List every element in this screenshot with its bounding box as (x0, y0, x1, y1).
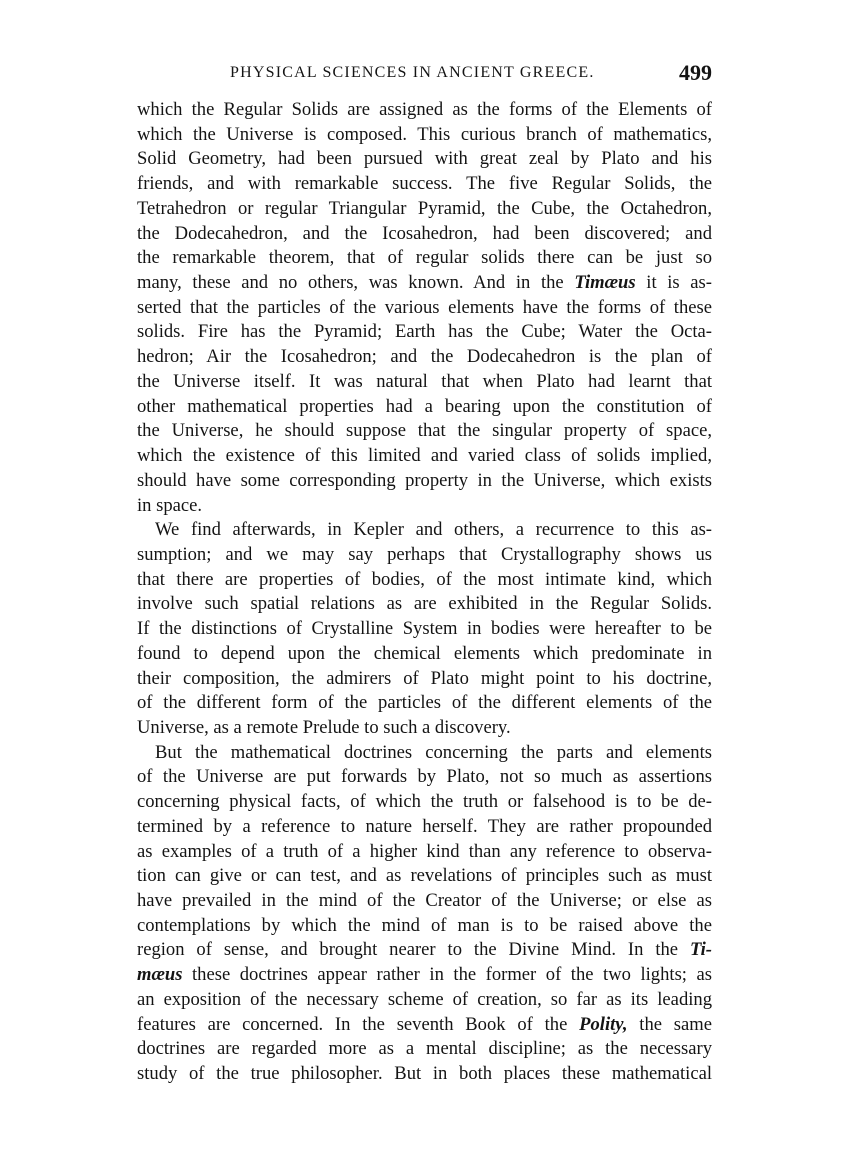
text-line (137, 370, 712, 395)
text-segment: their composition, the admirers of Plato might point to his doctrine, (137, 667, 712, 689)
text-segment: doctrines are regarded more as a mental discipline; as the necessary (137, 1038, 712, 1060)
text-segment: We find afterwards, in Kepler and others, a recurrence to this as- (155, 519, 712, 541)
page-number: 499 (679, 60, 712, 85)
text-segment: many, these and no others, was known. And in the (137, 272, 575, 294)
text-segment: it is as- (635, 272, 712, 294)
text-segment: involve such spatial relations as are exhibited in the Regular Solids. (137, 593, 712, 615)
text-line (137, 741, 712, 766)
text-segment: in space. (137, 494, 203, 516)
text-segment: as examples of a truth of a higher kind than any reference to observa- (137, 840, 712, 862)
text-line (137, 889, 712, 914)
text-line (137, 98, 712, 123)
text-segment: Universe, as a remote Prelude to such a discovery. (137, 716, 511, 738)
text-line (137, 518, 712, 543)
text-segment: of the Universe are put forwards by Plato, not so much as assertions (137, 766, 712, 788)
text-segment: have prevailed in the mind of the Creator of the Universe; or else as (137, 890, 712, 911)
text-line (137, 543, 712, 568)
text-segment: the Dodecahedron, and the Icosahedron, had been discovered; and (137, 222, 712, 244)
text-segment: concerning physical facts, of which the truth or falsehood is to be de- (137, 791, 712, 813)
text-line (137, 1037, 712, 1062)
text-segment: solids. Fire has the Pyramid; Earth has the Cube; Water the Octa- (137, 321, 712, 343)
text-line (137, 494, 712, 519)
text-line (137, 296, 712, 321)
text-line (137, 716, 712, 741)
text-segment: If the distinctions of Crystalline System in bodies were hereafter to be (137, 618, 712, 640)
running-title: PHYSICAL SCIENCES IN ANCIENT GREECE. (230, 64, 595, 81)
text-line (137, 988, 712, 1013)
text-line (137, 667, 712, 692)
text-line (137, 790, 712, 815)
text-segment: termined by a reference to nature herself. They are rather propounded (137, 815, 712, 837)
text-segment: these doctrines appear rather in the former of the two lights; as (182, 964, 712, 986)
text-line (137, 469, 712, 494)
text-segment: the Universe, he should suppose that the singular property of space, (137, 420, 712, 442)
text-segment: But the mathematical doctrines concerning the parts and elements (155, 741, 712, 763)
text-line (137, 246, 712, 271)
text-segment: hedron; Air the Icosahedron; and the Dodecahedron is the plan of (137, 346, 712, 368)
text-line (137, 765, 712, 790)
text-line (137, 172, 712, 197)
text-line (137, 444, 712, 469)
text-line (137, 1013, 712, 1038)
running-header (137, 60, 712, 90)
text-line (137, 963, 712, 988)
text-segment: the remarkable theorem, that of regular solids there can be just so (137, 247, 712, 269)
text-line (137, 938, 712, 963)
text-line (137, 1062, 712, 1087)
body-text (137, 98, 712, 1087)
text-segment: tion can give or can test, and as revelations of principles such as must (137, 865, 712, 887)
text-segment: contemplations by which the mind of man is to be raised above the (137, 914, 712, 936)
italic-title: mæus (137, 964, 183, 986)
text-segment: other mathematical properties had a bearing upon the constitution of (137, 395, 712, 417)
text-segment: region of sense, and brought nearer to the Divine Mind. In the (137, 939, 690, 961)
text-line (137, 419, 712, 444)
text-segment: of the different form of the particles of the different elements of the (137, 692, 712, 714)
text-segment: Tetrahedron or regular Triangular Pyramid, the Cube, the Octahedron, (137, 197, 712, 219)
text-line (137, 147, 712, 172)
text-line (137, 222, 712, 247)
text-segment: found to depend upon the chemical elements which predominate in (137, 642, 712, 664)
text-line (137, 592, 712, 617)
text-line (137, 271, 712, 296)
text-segment: sumption; and we may say perhaps that Crystallography shows us (137, 543, 712, 565)
italic-title: Ti- (689, 939, 712, 961)
text-line (137, 840, 712, 865)
text-segment: should have some corresponding property in the Universe, which exists (137, 469, 712, 491)
text-line (137, 914, 712, 939)
italic-title: Polity, (579, 1013, 628, 1035)
text-line (137, 642, 712, 667)
text-segment: serted that the particles of the various elements have the forms of these (137, 296, 712, 318)
text-line (137, 691, 712, 716)
text-segment: the same (627, 1013, 713, 1035)
text-segment: an exposition of the necessary scheme of creation, so far as its leading (137, 988, 712, 1010)
text-line (137, 123, 712, 148)
text-segment: that there are properties of bodies, of the most intimate kind, which (137, 568, 712, 590)
text-line (137, 197, 712, 222)
text-line (137, 568, 712, 593)
text-segment: which the existence of this limited and varied class of solids implied, (137, 445, 712, 467)
text-line (137, 617, 712, 642)
italic-title: Timæus (574, 272, 636, 294)
text-segment: which the Universe is composed. This curious branch of mathematics, (137, 123, 712, 145)
text-line (137, 345, 712, 370)
text-segment: which the Regular Solids are assigned as the forms of the Elements of (137, 99, 712, 120)
text-segment: features are concerned. In the seventh Book of the (137, 1013, 580, 1035)
text-segment: the Universe itself. It was natural that when Plato had learnt that (137, 370, 712, 392)
text-segment: friends, and with remarkable success. The five Regular Solids, the (137, 173, 712, 195)
text-line (137, 320, 712, 345)
text-segment: Solid Geometry, had been pursued with great zeal by Plato and his (137, 148, 712, 170)
text-line (137, 395, 712, 420)
text-segment: study of the true philosopher. But in both places these mathematical (137, 1063, 712, 1085)
text-line (137, 815, 712, 840)
text-line (137, 864, 712, 889)
